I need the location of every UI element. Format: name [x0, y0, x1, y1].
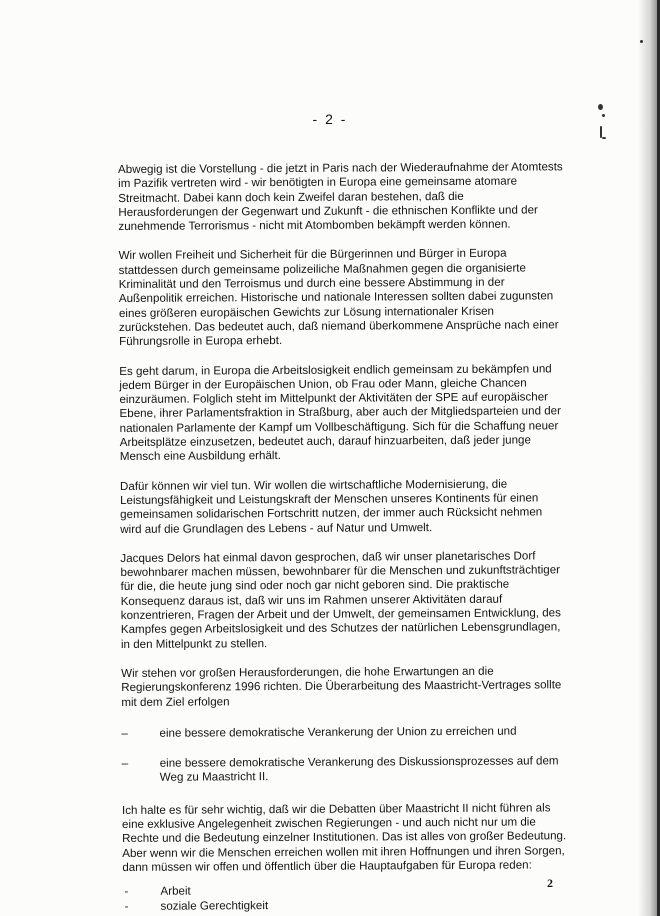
- document-body: [118, 160, 569, 914]
- topic-list: [122, 882, 568, 914]
- list-text: soziale Gerechtigkeit: [160, 898, 269, 913]
- list-dash: -: [124, 899, 129, 913]
- scan-speck: [600, 126, 602, 138]
- bullet-text: eine bessere demokratische Verankerung des Diskussionsprozesses auf dem Weg zu Maastricht II.: [159, 754, 559, 785]
- paragraph-5: Jacques Delors hat einmal davon gesprochen, daß wir unser planetarisches Dorf bewohnbarer machen müssen, bewohnbarer für die Menschen und zukunftsträchtiger für die, die heute jung sind oder noch gar nicht geboren sind. Die praktische Konsequenz daraus ist, daß wir uns im Rahmen unserer Aktivitäten darauf konzentrieren, Fragen der Arbeit und der Umwelt, der gemeinsamen Entwicklung, des Kampfes gegen Arbeitslosigkeit und des Schutzes der natürlichen Lebensgrundlagen, in den Mittelpunkt zu stellen.: [120, 549, 561, 651]
- page-marker: - 2 -: [312, 111, 348, 127]
- bullet-dash: –: [121, 757, 129, 771]
- bullet-text: eine bessere demokratische Verankerung der Union zu erreichen und: [159, 724, 517, 740]
- paragraph-2: Wir wollen Freiheit und Sicherheit für die Bürgerinnen und Bürger in Europa stattdessen durch gemeinsame polizeiliche Maßnahmen gegen die organisierte Kriminalität und den Terroismus und durch eine bessere Abstimmung in der Außenpolitik erreichen. Historische und nationale Interessen sollten dabei zugunsten eines größeren europäischen Gewichts zur Lösung internationaler Krisen zurückstehen. Das bedeutet auch, daß niemand überkommene Ansprüche nach einer Führungsrolle in Europa erhebt.: [118, 247, 559, 349]
- paragraph-4: Dafür können wir viel tun. Wir wollen die wirtschaftliche Modernisierung, die Leistungsfähigkeit und Leistungskraft der Menschen unseres Kontinents für einen gemeinsamen solidarischen Fortschritt nutzen, der immer auch Rücksicht nehmen wird auf die Grundlagen des Lebens - auf Natur und Umwelt.: [119, 477, 543, 536]
- scan-speck: [640, 40, 643, 43]
- list-text: Arbeit: [160, 884, 191, 898]
- paragraph-6: Wir stehen vor großen Herausforderungen, die hohe Erwartungen an die Regierungskonferenz 1996 richten. Die Überarbeitung des Maastricht-Vertrages sollte mit dem Ziel erfolgen: [121, 664, 562, 709]
- bullet-item: [121, 724, 567, 741]
- bullet-dash: –: [121, 726, 128, 740]
- bullet-item: [122, 754, 568, 785]
- list-item: [123, 897, 569, 914]
- closing-paragraph: Ich halte es für sehr wichtig, daß wir die Debatten über Maastricht II nicht führen als eine exklusive Angelegenheit zwischen Regierungen - und auch nicht nur um die Rechte und die Bedeutung einzelner Institutionen. Das ist alles von großer Bedeutung. Aber wenn wir die Menschen erreichen wollen mit ihren Hoffnungen und ihren Sorgen, dann müssen wir offen und öffentlich über die Hauptaufgaben für Europa reden:: [121, 801, 567, 874]
- paragraph-1: Abwegig ist die Vorstellung - die jetzt in Paris nach der Wiederaufnahme der Atomtests im Pazifik vertreten wird - wir benötigten in Europa eine gemeinsame atomare Streitmacht. Dabei kann doch kein Zweifel daran bestehen, daß die Herausforderungen der Gegenwart und Zukunft - die ethnischen Konflikte und der zunehmende Terrorismus - nicht mit Atombomben bekämpft werden können.: [118, 160, 563, 234]
- page-number: 2: [547, 876, 553, 890]
- scan-speck: [598, 104, 603, 110]
- list-dash: -: [124, 885, 129, 899]
- scan-speck: [602, 137, 606, 139]
- paragraph-3: Es geht darum, in Europa die Arbeitslosigkeit endlich gemeinsam zu bekämpfen und jedem Bürger in der Europäischen Union, ob Frau oder Mann, gleiche Chancen einzuräumen. Folglich steht im Mittelpunkt der Aktivitäten der SPE auf europäischer Ebene, ihrer Parlamentsfraktion in Straßburg, aber auch der Mitgliedsparteien und der nationalen Parlamente der Kampf um Vollbeschäftigung. Sich für die Schaffung neuer Arbeitsplätze einzusetzen, bedeutet auch, darauf hinzuarbeiten, daß jeder junge Mensch eine Ausbildung erhält.: [119, 361, 562, 464]
